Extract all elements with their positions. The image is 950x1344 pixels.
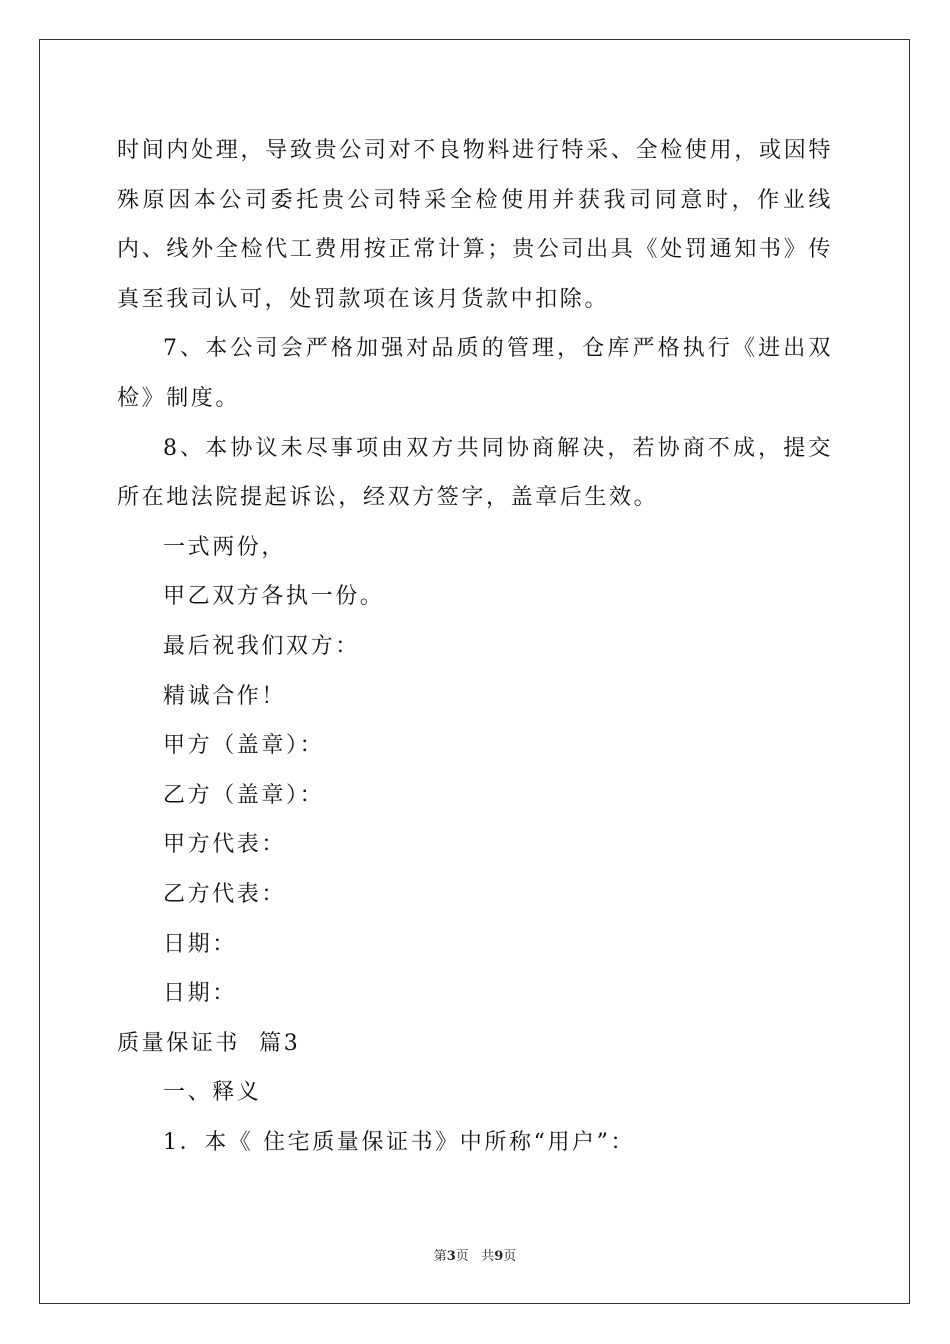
page-prefix: 第	[433, 1249, 447, 1264]
current-page-number: 3	[446, 1249, 456, 1264]
party-a-seal-line: 甲方（盖章）：	[163, 733, 325, 759]
definition-item-1: 1．本《 住宅质量保证书》中所称“用户”：	[163, 1129, 636, 1155]
party-b-representative-line: 乙方代表：	[163, 881, 287, 907]
definitions-heading: 一、释义	[163, 1080, 262, 1106]
page-unit: 页	[455, 1249, 469, 1264]
cooperation-line: 精诚合作！	[163, 683, 287, 709]
party-a-representative-line: 甲方代表：	[163, 832, 287, 858]
date-line-a: 日期：	[163, 931, 237, 957]
total-prefix: 共	[481, 1249, 495, 1264]
wishes-line: 最后祝我们双方：	[163, 633, 360, 659]
copies-line: 一式两份，	[163, 534, 287, 560]
paragraph-continuation: 时间内处理，导致贵公司对不良物料进行特采、全检使用，或因特殊原因本公司委托贵公司特采全检使用并获我司同意时，作业线内、线外全检代工费用按正常计算；贵公司出具《处罚通知书》传真至我司认可，处罚款项在该月货款中扣除。	[117, 138, 833, 312]
document-body	[117, 126, 833, 1167]
each-party-line: 甲乙双方各执一份。	[163, 584, 385, 610]
section-heading: 质量保证书 篇3	[117, 1030, 301, 1056]
total-page-number: 9	[494, 1249, 504, 1264]
page-footer	[0, 1248, 950, 1266]
total-unit: 页	[503, 1249, 517, 1264]
paragraph-item-8: 8、本协议未尽事项由双方共同协商解决，若协商不成，提交所在地法院提起诉讼，经双方签字，盖章后生效。	[117, 435, 833, 511]
date-line-b: 日期：	[163, 981, 237, 1007]
party-b-seal-line: 乙方（盖章）：	[163, 782, 325, 808]
paragraph-item-7: 7、本公司会严格加强对品质的管理，仓库严格执行《进出双检》制度。	[117, 336, 833, 411]
